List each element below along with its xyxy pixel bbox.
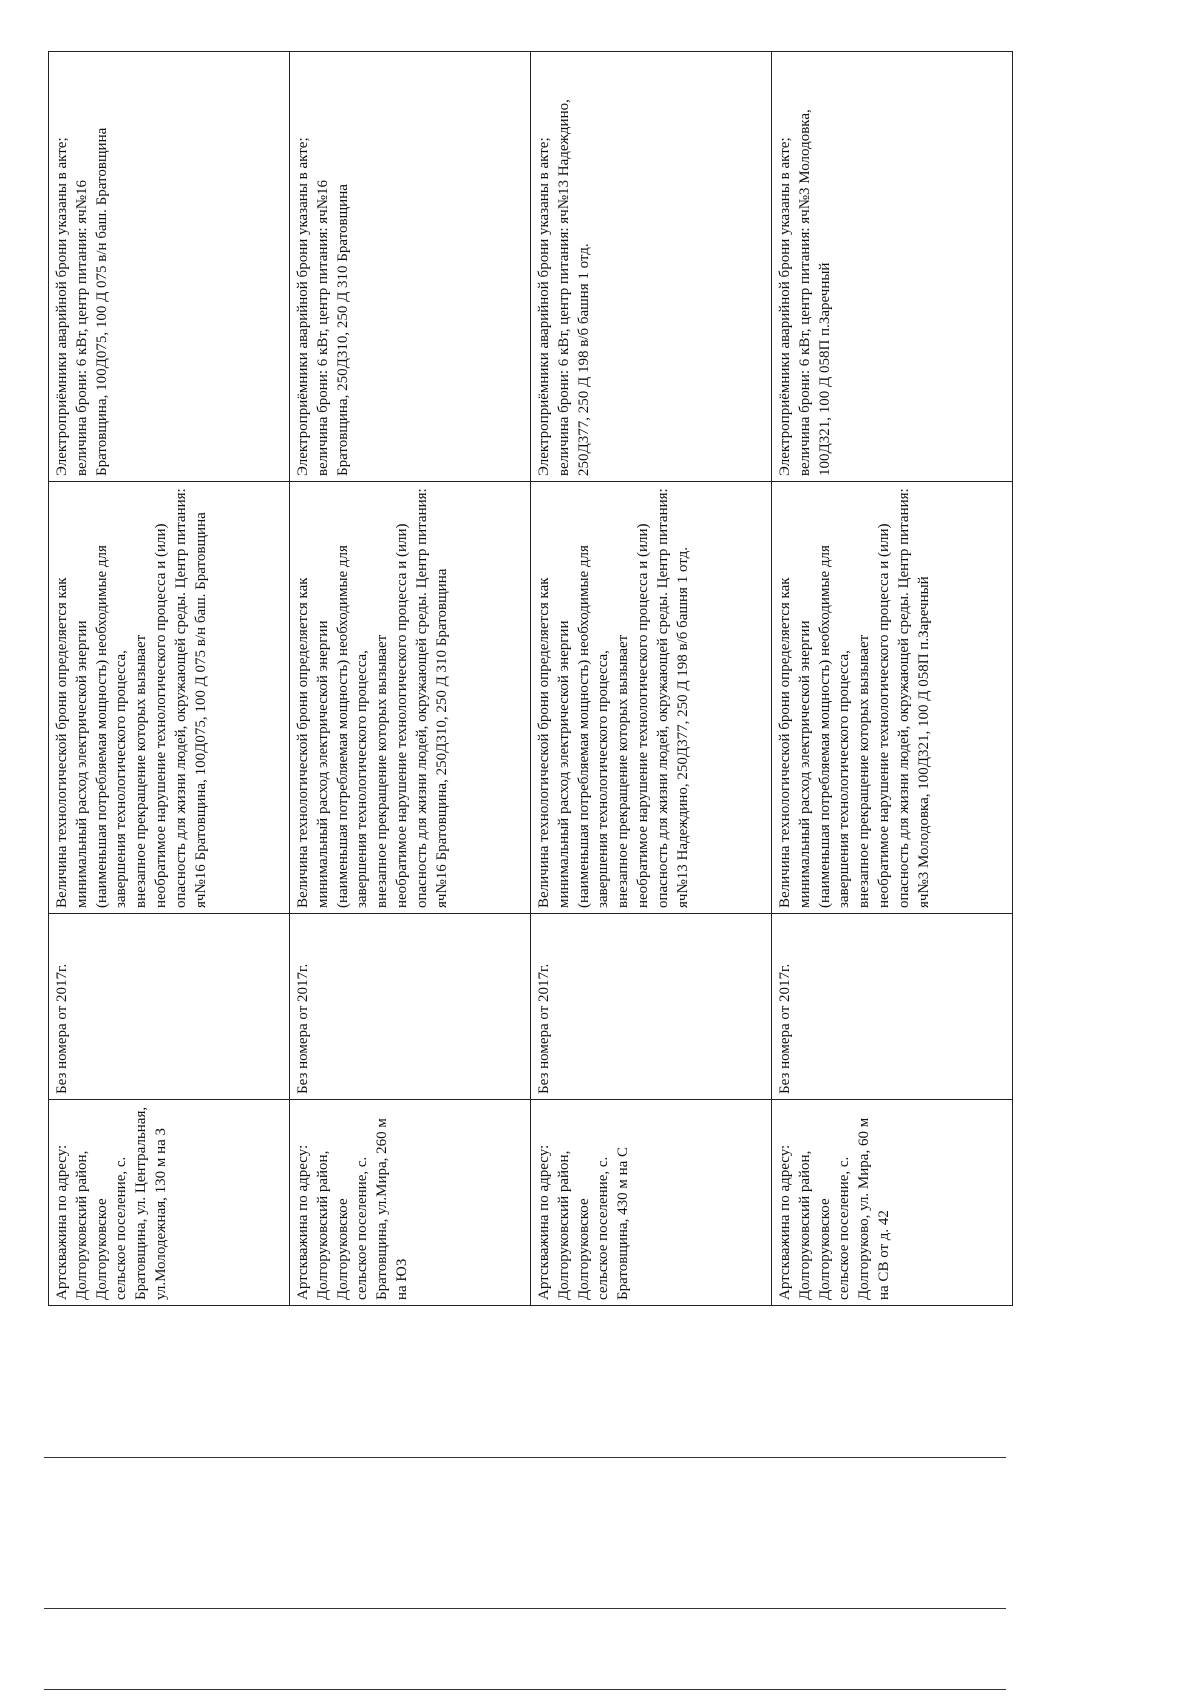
table-row xyxy=(772,52,1013,1306)
blank-line-divider xyxy=(44,1457,1006,1458)
blank-line-divider xyxy=(44,1689,1006,1690)
reserve-table xyxy=(48,51,1013,1306)
act-cell: Без номера от 2017г. xyxy=(49,914,290,1100)
table-row xyxy=(290,52,531,1306)
emergency-reserve-cell: Электроприёмники аварийной брони указаны в акте; величина брони: 6 кВт, центр питания: яч№16 Братовщина, 100Д075, 100 Д 075 в/н баш. Братовщина xyxy=(49,52,290,482)
blank-line-divider xyxy=(44,1608,1006,1609)
tech-reserve-cell: Величина технологической брони определяется как минимальный расход электрической энергии (наименьшая потребляемая мощность) необходимые для завершения технологического процесса, внезапное прекращение которых вызывает необратимое нарушение технологического процесса и (или) опасность для жизни людей, окружающей среды. Центр питания: яч№3 Молодовка, 100Д321, 100 Д 058П п.Заречный xyxy=(772,482,1013,914)
table-row xyxy=(531,52,772,1306)
table-row xyxy=(49,52,290,1306)
address-cell: Артскважина по адресу: Долгоруковский район, Долгоруковское сельское поселение, с. Долгоруково, ул. Мира, 60 м на СВ от д. 42 xyxy=(772,1100,1013,1306)
act-cell: Без номера от 2017г. xyxy=(772,914,1013,1100)
emergency-reserve-cell: Электроприёмники аварийной брони указаны в акте; величина брони: 6 кВт, центр питания: яч№13 Надеждино, 250Д377, 250 Д 198 в/б башня 1 отд. xyxy=(531,52,772,482)
emergency-reserve-cell: Электроприёмники аварийной брони указаны в акте; величина брони: 6 кВт, центр питания: яч№3 Молодовка, 100Д321, 100 Д 058П п.Заречный xyxy=(772,52,1013,482)
address-cell: Артскважина по адресу: Долгоруковский район, Долгоруковское сельское поселение, с. Братовщина, 430 м на С xyxy=(531,1100,772,1306)
rotated-table-container xyxy=(48,52,1013,1306)
act-cell: Без номера от 2017г. xyxy=(290,914,531,1100)
tech-reserve-cell: Величина технологической брони определяется как минимальный расход электрической энергии (наименьшая потребляемая мощность) необходимые для завершения технологического процесса, внезапное прекращение которых вызывает необратимое нарушение технологического процесса и (или) опасность для жизни людей, окружающей среды. Центр питания: яч№13 Надеждино, 250Д377, 250 Д 198 в/б башня 1 отд. xyxy=(531,482,772,914)
tech-reserve-cell: Величина технологической брони определяется как минимальный расход электрической энергии (наименьшая потребляемая мощность) необходимые для завершения технологического процесса, внезапное прекращение которых вызывает необратимое нарушение технологического процесса и (или) опасность для жизни людей, окружающей среды. Центр питания: яч№16 Братовщина, 100Д075, 100 Д 075 в/н баш. Братовщина xyxy=(49,482,290,914)
address-cell: Артскважина по адресу: Долгоруковский район, Долгоруковское сельское поселение, с. Братовщина, ул. Центральная, ул.Молодежная, 130 м на З xyxy=(49,1100,290,1306)
tech-reserve-cell: Величина технологической брони определяется как минимальный расход электрической энергии (наименьшая потребляемая мощность) необходимые для завершения технологического процесса, внезапное прекращение которых вызывает необратимое нарушение технологического процесса и (или) опасность для жизни людей, окружающей среды. Центр питания: яч№16 Братовщина, 250Д310, 250 Д 310 Братовщина xyxy=(290,482,531,914)
address-cell: Артскважина по адресу: Долгоруковский район, Долгоруковское сельское поселение, с. Братовщина, ул.Мира, 260 м на ЮЗ xyxy=(290,1100,531,1306)
emergency-reserve-cell: Электроприёмники аварийной брони указаны в акте; величина брони: 6 кВт, центр питания: яч№16 Братовщина, 250Д310, 250 Д 310 Братовщина xyxy=(290,52,531,482)
act-cell: Без номера от 2017г. xyxy=(531,914,772,1100)
